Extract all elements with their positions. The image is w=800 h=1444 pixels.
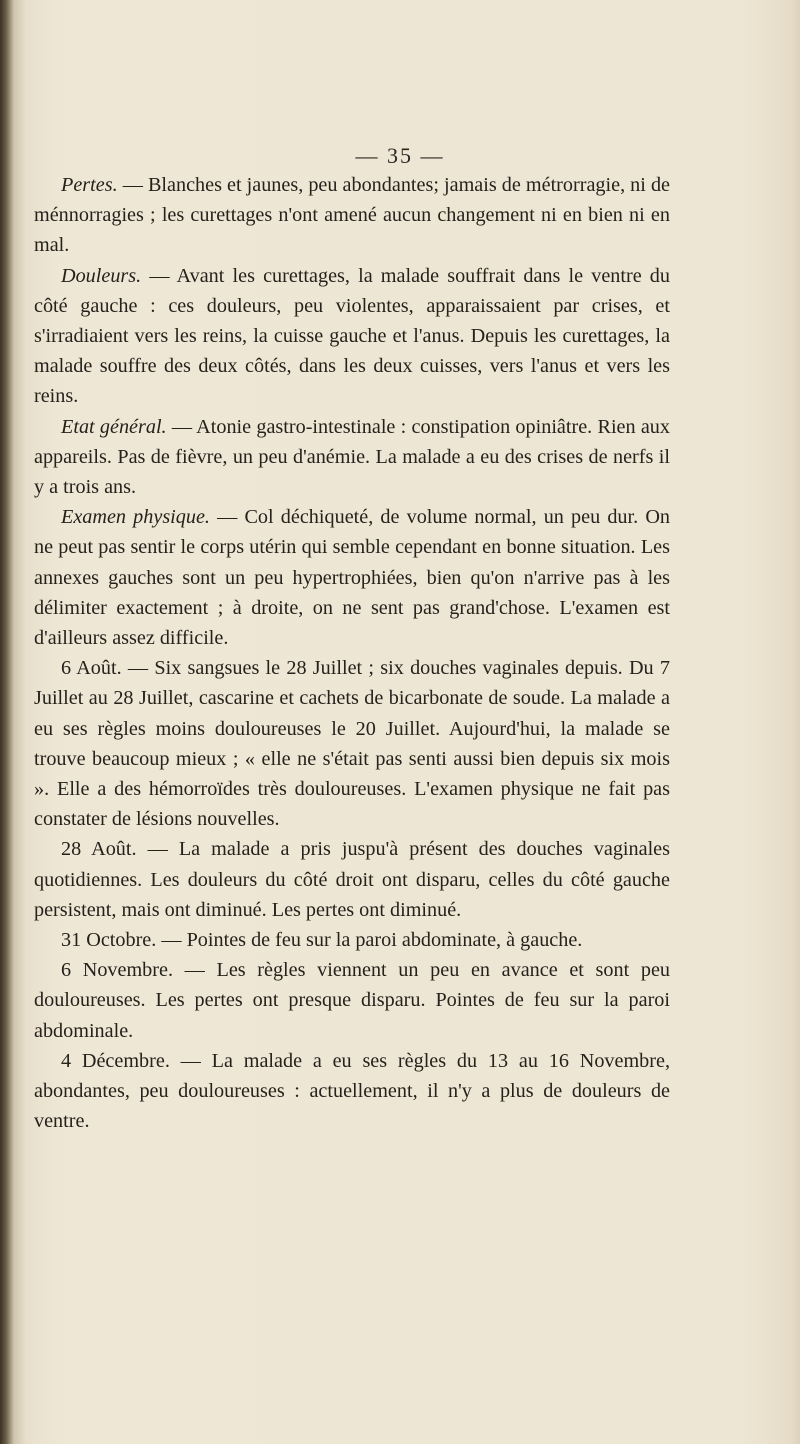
paragraph-28-aout xyxy=(34,834,670,925)
paragraph-pertes xyxy=(34,170,670,261)
paragraph-examen-physique xyxy=(34,502,670,653)
paragraph-31-octobre xyxy=(34,925,670,955)
paragraph-etat-general xyxy=(34,412,670,503)
paragraph-text: 6 Août. — Six sangsues le 28 Juillet ; six douches vaginales depuis. Du 7 Juillet au 28 Juillet, cascarine et cachets de bicarbonate de soude. La malade a eu ses règles moins douloureuses le 20 Juillet. Aujourd'hui, la malade se trouve beaucoup mieux ; « elle ne s'était pas senti aussi bien depuis six mois ». Elle a des hémorroïdes très douloureuses. L'examen physique ne fait pas constater de lésions nouvelles. xyxy=(34,657,670,831)
paragraph-6-aout xyxy=(34,653,670,834)
paragraph-text: 6 Novembre. — Les règles viennent un peu en avance et sont peu douloureuses. Les pertes ont presque disparu. Pointes de feu sur la paroi abdominale. xyxy=(34,959,670,1042)
page-number: — 35 — xyxy=(355,143,445,168)
paragraph-heading: Etat général. xyxy=(61,415,167,438)
paragraph-text: — Blanches et jaunes, peu abondantes; jamais de métrorragie, ni de ménnorragies ; les curettages n'ont amené aucun changement ni en bien ni en mal. xyxy=(34,174,670,257)
paragraph-heading: Pertes. xyxy=(61,174,118,196)
paragraph-6-novembre xyxy=(34,955,670,1046)
paragraph-text: — Col déchiqueté, de volume normal, un peu dur. On ne peut pas sentir le corps utérin qui semble cependant en bonne situation. Les annexes gauches sont un peu hypertrophiées, bien qu'on n'arrive pas à les délimiter exactement ; à droite, on ne sent pas grand'chose. L'examen est d'ailleurs assez difficile. xyxy=(34,506,670,650)
paragraph-text: — Atonie gastro-intestinale : constipation opiniâtre. Rien aux appareils. Pas de fièvre, un peu d'anémie. La malade a eu des crises de nerfs il y a trois ans. xyxy=(34,415,670,499)
paragraph-douleurs xyxy=(34,261,670,412)
paragraph-text: — Avant les curettages, la malade souffrait dans le ventre du côté gauche : ces douleurs, peu violentes, apparaissaient par crises, et s'irradiaient vers les reins, la cuisse gauche et l'anus. Depuis les curettages, la malade souffre des deux côtés, dans les deux cuisses, vers l'anus et vers les reins. xyxy=(34,264,670,408)
paragraph-4-decembre xyxy=(34,1046,670,1137)
paragraph-text: 31 Octobre. — Pointes de feu sur la paroi abdominate, à gauche. xyxy=(61,929,583,952)
paragraph-heading: Examen physique. xyxy=(61,506,210,529)
paragraph-text: 4 Décembre. — La malade a eu ses règles du 13 au 16 Novembre, abondantes, peu douloureuses : actuellement, il n'y a plus de douleurs de ventre. xyxy=(34,1049,670,1133)
paragraph-text: 28 Août. — La malade a pris juspu'à présent des douches vaginales quotidiennes. Les douleurs du côté droit ont disparu, celles du côté gauche persistent, mais ont diminué. Les pertes ont diminué. xyxy=(34,838,670,921)
body-text xyxy=(34,170,670,1137)
paragraph-heading: Douleurs. xyxy=(61,264,142,287)
